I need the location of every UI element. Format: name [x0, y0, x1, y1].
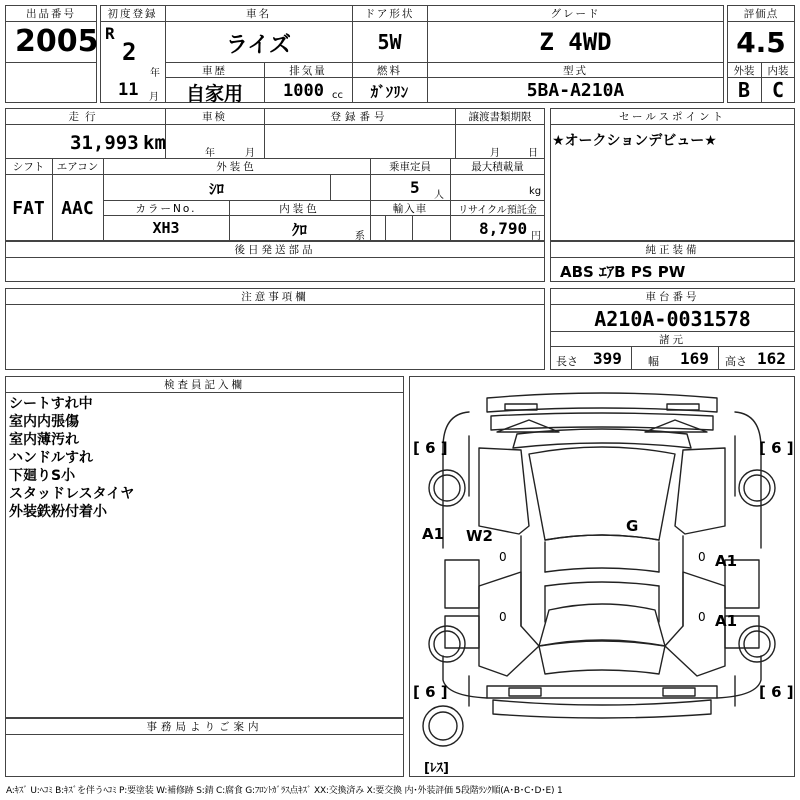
equipment-label: 純正装備	[645, 244, 700, 256]
history-value: 自家用	[185, 83, 243, 105]
tire-rear-right: [ 6 ]	[759, 683, 794, 701]
sales-point-label: セールスポイント	[618, 111, 727, 123]
sales-point-box	[550, 108, 795, 241]
tire-rear-left: [ 6 ]	[413, 683, 448, 701]
lot-number-value: 2005	[15, 24, 99, 59]
mileage-value: 31,993	[70, 132, 139, 154]
recycle-unit: 円	[531, 231, 541, 242]
zero-mark: 0	[698, 610, 706, 624]
capacity-unit: 人	[434, 190, 444, 201]
remark-line: 室内薄汚れ	[9, 432, 79, 448]
score-label: 評価点	[743, 8, 779, 20]
model-label: 型式	[563, 65, 588, 77]
color-number-label: カラーNo.	[135, 203, 197, 215]
height-label: 高さ	[725, 355, 747, 368]
equipment-value: ABS ｴｱB PS PW	[560, 263, 686, 281]
recycle-label: リサイクル預託金	[458, 205, 537, 216]
length-label: 長さ	[556, 355, 578, 368]
zero-mark: 0	[499, 550, 507, 564]
displacement-unit: cc	[332, 90, 343, 101]
zero-mark: 0	[499, 610, 507, 624]
inspector-remarks	[9, 395, 134, 521]
spec-label: 諸元	[659, 334, 686, 346]
tire-front-right: [ 6 ]	[759, 439, 794, 457]
interior-color-label: 内装色	[279, 203, 320, 215]
zero-mark: 0	[698, 550, 706, 564]
exterior-color-label: 外装色	[216, 161, 257, 173]
recycle-value: 8,790	[479, 219, 528, 238]
color-number-value: XH3	[152, 219, 180, 237]
interior-color-value: ｸﾛ	[291, 221, 307, 239]
remark-line: 下廻りS小	[9, 468, 76, 484]
fuel-value: ｶﾞｿﾘﾝ	[370, 83, 409, 101]
displacement-value: 1000	[283, 81, 324, 101]
damage-mark-g: G	[626, 517, 639, 535]
interior-grade: C	[771, 78, 785, 102]
damage-mark-a1-left: A1	[422, 525, 445, 543]
chassis-value: A210A-0031578	[594, 307, 751, 331]
chassis-label: 車台番号	[645, 291, 700, 303]
history-label: 車歴	[202, 65, 227, 77]
grade-value: Z 4WD	[539, 28, 612, 56]
mileage-unit: km	[143, 132, 166, 154]
mileage-label: 走行	[68, 111, 102, 123]
remark-line: ハンドルすれ	[9, 450, 93, 466]
interior-color-unit: 系	[355, 231, 365, 242]
damage-mark-w2: W2	[466, 527, 493, 545]
max-load-label: 最大積載量	[471, 161, 524, 173]
fuel-label: 燃料	[377, 65, 402, 77]
tire-front-left: [ 6 ]	[413, 439, 448, 457]
first-reg-label: 初度登録	[107, 8, 158, 20]
transfer-month-unit: 月	[490, 148, 500, 159]
remark-line: 室内内張傷	[9, 414, 79, 430]
capacity-value: 5	[410, 178, 420, 197]
office-label: 事務局よりご案内	[146, 721, 263, 733]
inspection-year-unit: 年	[205, 148, 215, 159]
month-unit: 月	[149, 92, 159, 103]
exterior-color-value: ｼﾛ	[208, 180, 224, 198]
inspection-month-unit: 月	[245, 148, 255, 159]
model-value: 5BA-A210A	[526, 80, 625, 101]
car-diagram	[409, 376, 795, 777]
car-name-label: 車名	[246, 8, 271, 20]
inspection-label: 車検	[202, 111, 227, 123]
max-load-unit: kg	[529, 186, 542, 197]
capacity-label: 乗車定員	[389, 161, 431, 173]
registration-number-label: 登録番号	[330, 111, 389, 123]
remark-line: 外装鉄粉付着小	[9, 504, 107, 520]
exterior-grade: B	[737, 78, 751, 102]
interior-label: 内装	[767, 65, 789, 77]
door-label: ドア形状	[364, 8, 415, 20]
transfer-day-unit: 日	[528, 148, 538, 159]
import-label: 輸入車	[392, 203, 428, 215]
displacement-label: 排気量	[289, 65, 327, 77]
year-unit: 年	[150, 68, 160, 79]
notes-label: 注意事項欄	[241, 291, 309, 303]
exterior-label: 外装	[733, 65, 755, 77]
damage-mark-a1-right-rear: A1	[715, 612, 738, 630]
year-value: 2	[122, 38, 137, 66]
width-label: 幅	[648, 355, 659, 368]
grade-label: グレード	[550, 8, 601, 20]
shift-value: FAT	[12, 198, 45, 219]
damage-mark-a1-right-front: A1	[715, 552, 738, 570]
remark-line: シートすれ中	[9, 396, 93, 412]
door-value: 5W	[377, 30, 402, 54]
damage-legend: A:ｷｽﾞ U:ﾍｺﾐ B:ｷｽﾞを伴うﾍｺﾐ P:要塗装 W:補修跡 S:錆 C:腐食 G:ﾌﾛﾝﾄｶﾞﾗｽ点ｷｽﾞ XX:交換済み X:要交換 内･外装評価 5段階ﾗﾝｸ順(A･B･C･D･E) 1	[6, 786, 563, 796]
lot-number-label: 出品番号	[26, 8, 76, 20]
inspector-label: 検査員記入欄	[164, 379, 245, 391]
car-name-value: ライズ	[225, 33, 292, 58]
remark-line: スタッドレスタイヤ	[9, 486, 135, 502]
score-value: 4.5	[736, 26, 786, 59]
height-value: 162	[757, 349, 786, 368]
aircon-label: エアコン	[56, 161, 99, 173]
width-value: 169	[680, 349, 709, 368]
aircon-value: AAC	[61, 198, 94, 219]
later-parts-label: 後日発送部品	[234, 244, 316, 256]
shift-label: シフト	[12, 161, 45, 173]
month-value: 11	[118, 80, 139, 100]
spare-tire-label: [ﾚｽ]	[424, 761, 449, 776]
transfer-deadline-label: 譲渡書類期限	[468, 111, 532, 123]
sales-point-value: ★オークションデビュー★	[552, 133, 717, 149]
length-value: 399	[593, 349, 622, 368]
era-value: R	[105, 24, 115, 43]
